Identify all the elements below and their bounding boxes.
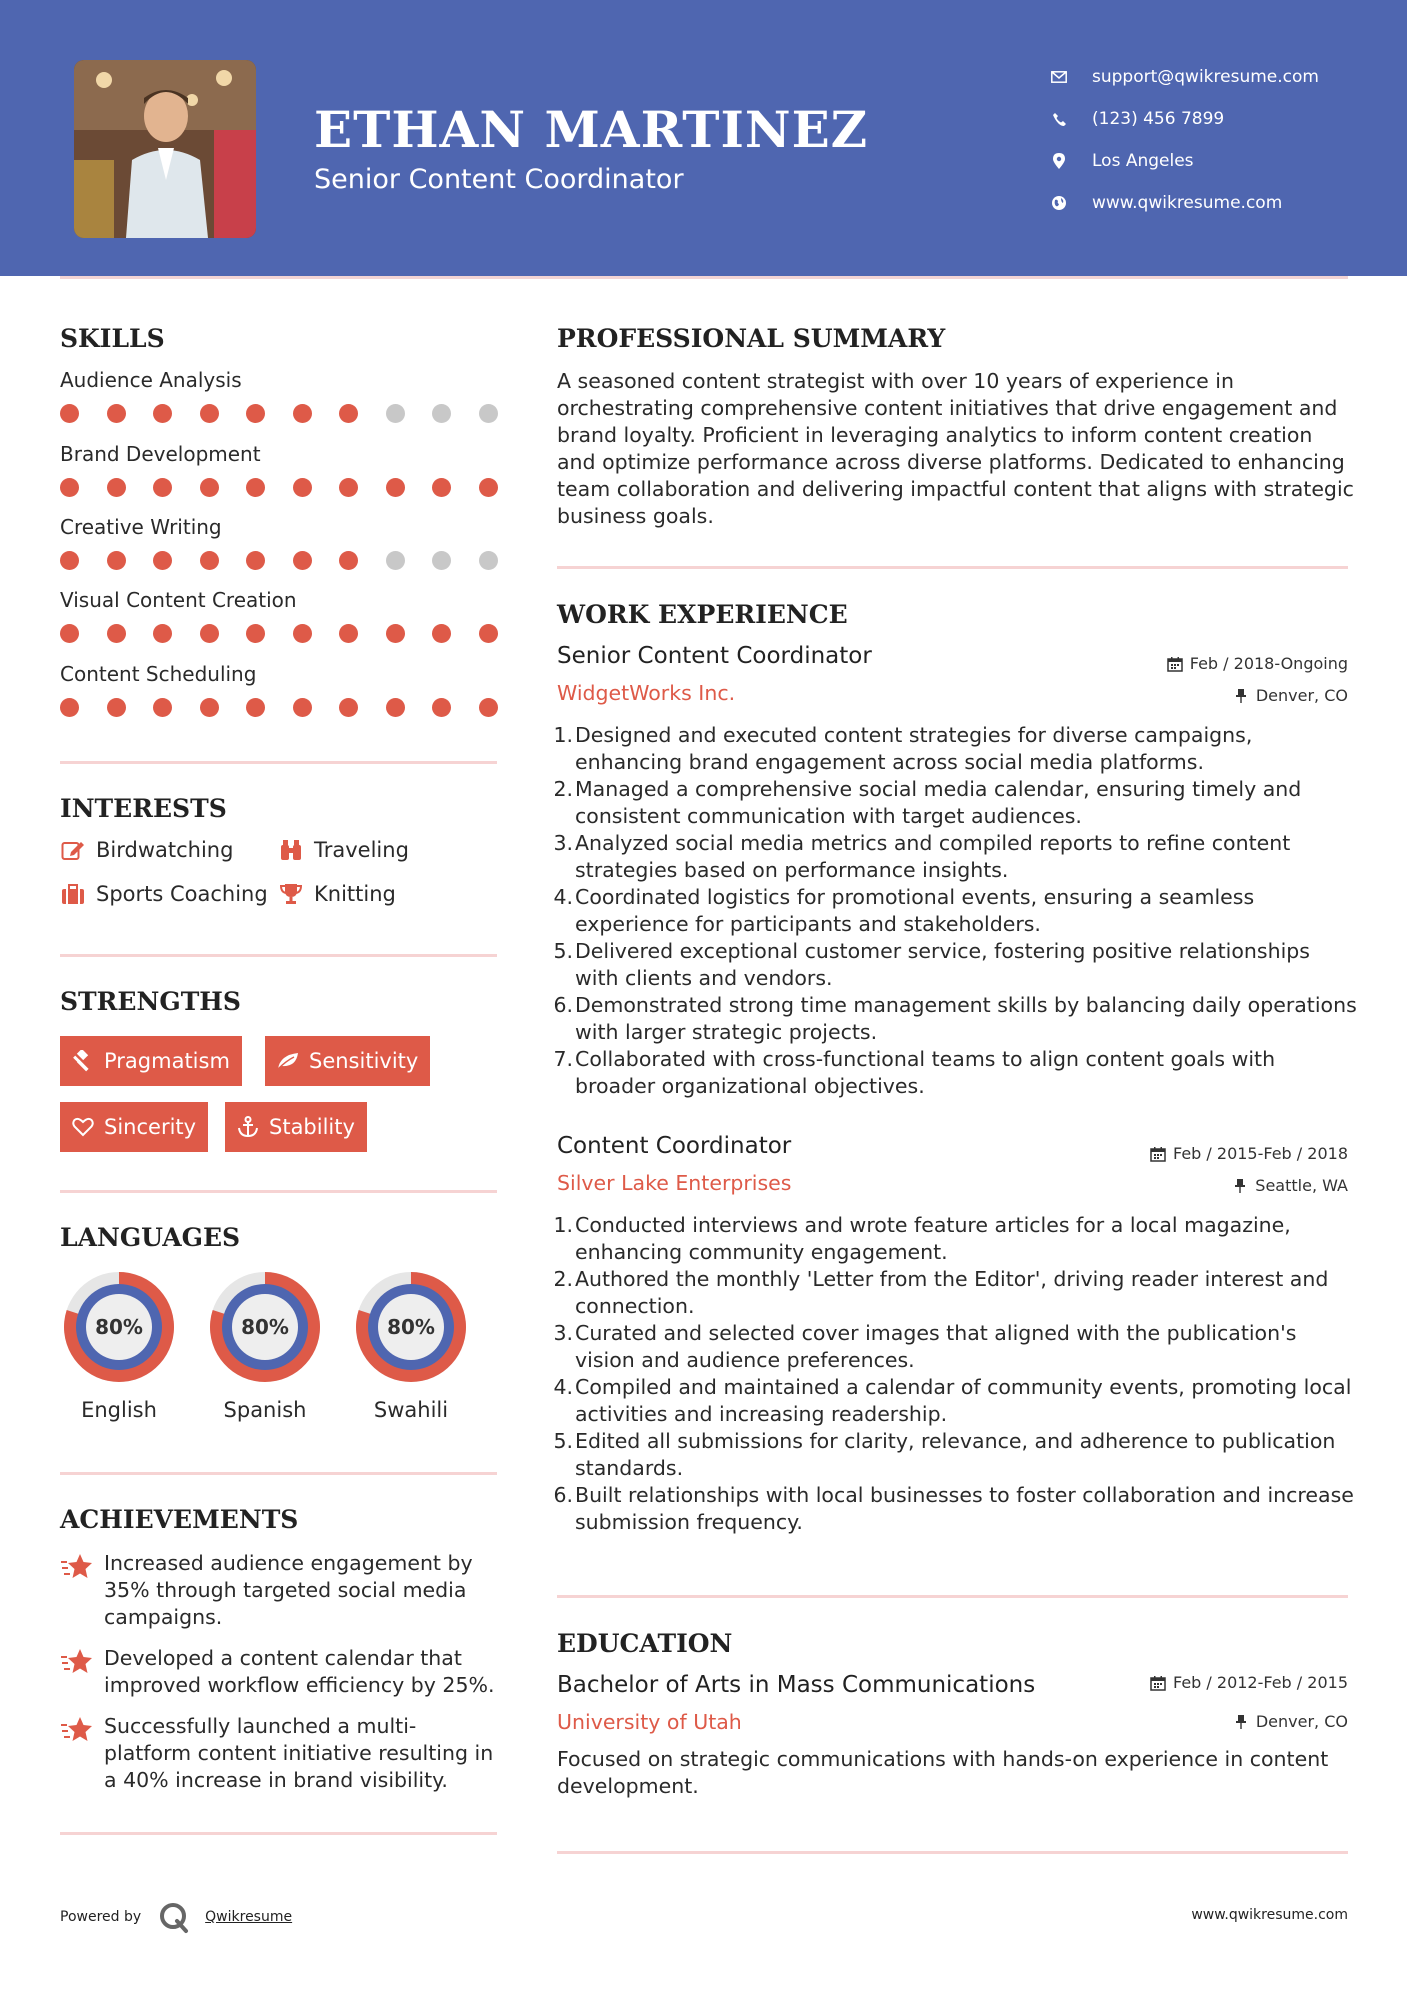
rating-dot-empty [432,551,451,570]
list-item: 5. Delivered exceptional customer service, fostering positive relationships with clients and vendors. [553,939,1310,990]
education-heading: EDUCATION [557,1629,733,1658]
binoculars-icon [278,838,304,862]
candidate-title: Senior Content Coordinator [314,164,684,195]
strength-label: Pragmatism [104,1049,230,1073]
job-dates-text: Feb / 2015-Feb / 2018 [1173,1144,1348,1163]
achievement-text: Increased audience engagement by 35% through targeted social media campaigns. [104,1551,473,1629]
gauge-percent-label: 80% [95,1315,143,1339]
rating-dot-filled [200,551,219,570]
strength-label: Sincerity [104,1115,197,1139]
trophy-icon [278,882,304,906]
job-bullets [553,1212,1357,1536]
rating-dot-filled [432,478,451,497]
pin-icon [1232,687,1250,705]
education-location [1232,1712,1348,1731]
resume-header [0,0,1407,276]
heart-icon [70,1115,96,1139]
section-divider [557,1851,1348,1854]
rating-dot-filled [293,551,312,570]
skill-name: Brand Development [60,442,261,466]
list-item: 1. Conducted interviews and wrote feature articles for a local magazine, enhancing community engagement. [553,1213,1291,1264]
job-title: Content Coordinator [557,1133,792,1159]
strength-badge [60,1036,242,1086]
rating-dot-filled [153,551,172,570]
contact-phone[interactable] [1050,98,1319,140]
language-name: Spanish [223,1398,307,1422]
profile-photo [74,60,256,238]
language-gauge [350,1266,472,1388]
section-divider [557,566,1348,569]
interest-label: Sports Coaching [96,882,268,906]
rating-dot-filled [386,698,405,717]
job-dates-text: Feb / 2018-Ongoing [1189,654,1348,673]
rating-dot-empty [386,551,405,570]
contact-email[interactable] [1050,56,1319,98]
interest-item [60,838,233,862]
rating-dot-filled [479,624,498,643]
section-divider [60,1190,497,1193]
skill-rating [60,404,500,424]
candidate-name: ETHAN MARTINEZ [314,100,869,159]
strength-label: Stability [269,1115,355,1139]
list-item: 6. Built relationships with local businesses to foster collaboration and increase submission frequency. [553,1483,1354,1534]
strength-badge [225,1102,367,1152]
list-item: 2. Authored the monthly 'Letter from the Editor', driving reader interest and connection. [553,1267,1329,1318]
contact-location-text: Los Angeles [1092,151,1194,171]
job-location [1231,1176,1348,1195]
list-item: 6. Demonstrated strong time management skills by balancing daily operations with larger strategic projects. [553,993,1357,1044]
section-divider [557,1595,1348,1598]
achievement-item [60,1550,500,1631]
rating-dot-empty [479,404,498,423]
section-divider [60,761,497,764]
rating-dot-filled [60,698,79,717]
pin-icon [1232,1713,1250,1731]
rating-dot-filled [339,624,358,643]
education-description: Focused on strategic communications with hands-on experience in content development. [557,1747,1329,1798]
language-gauge [58,1266,180,1388]
skill-rating [60,478,500,498]
envelope-icon [1050,68,1068,86]
rating-dot-filled [107,404,126,423]
interests-heading: INTERESTS [60,794,227,823]
pin-icon [1231,1177,1249,1195]
language-item [204,1266,326,1422]
rating-dot-filled [153,624,172,643]
company-name: Silver Lake Enterprises [557,1171,792,1195]
star-icon [60,1715,94,1745]
experience-heading: WORK EXPERIENCE [557,600,848,629]
section-divider [60,1472,497,1475]
list-item: 3. Analyzed social media metrics and compiled reports to refine content strategies based on performance insights. [553,831,1291,882]
contact-website-text: www.qwikresume.com [1092,193,1283,213]
degree-title: Bachelor of Arts in Mass Communications [557,1672,1036,1698]
job-bullets [553,722,1357,1100]
education-dates-text: Feb / 2012-Feb / 2015 [1173,1673,1348,1692]
rating-dot-filled [386,478,405,497]
rating-dot-filled [200,624,219,643]
section-divider [60,954,497,957]
contact-phone-text: (123) 456 7899 [1092,109,1225,129]
map-marker-icon [1050,152,1068,170]
briefcase-icon [60,882,86,906]
gavel-icon [70,1049,96,1073]
rating-dot-filled [386,624,405,643]
list-item: 7. Collaborated with cross-functional teams to align content goals with broader organizational objectives. [553,1047,1276,1098]
interest-label: Birdwatching [96,838,234,862]
rating-dot-filled [200,404,219,423]
rating-dot-filled [60,404,79,423]
rating-dot-filled [339,551,358,570]
rating-dot-filled [60,551,79,570]
rating-dot-filled [153,478,172,497]
rating-dot-empty [479,551,498,570]
list-item: 2. Managed a comprehensive social media calendar, ensuring timely and consistent communication with target audiences. [553,777,1302,828]
rating-dot-filled [432,624,451,643]
rating-dot-filled [107,624,126,643]
contact-list [1050,56,1319,224]
interest-item [278,882,396,906]
pencil-square-icon [60,838,86,862]
strength-badge [265,1036,430,1086]
company-name: WidgetWorks Inc. [557,681,736,705]
calendar-icon [1149,1145,1167,1163]
star-icon [60,1647,94,1677]
calendar-icon [1166,655,1184,673]
language-gauge [204,1266,326,1388]
list-item: 4. Coordinated logistics for promotional events, ensuring a seamless experience for participants and stakeholders. [553,885,1255,936]
star-icon [60,1552,94,1582]
rating-dot-filled [293,698,312,717]
rating-dot-filled [60,478,79,497]
achievements-heading: ACHIEVEMENTS [60,1505,299,1534]
footer-url[interactable]: www.qwikresume.com [1191,1907,1348,1923]
strength-label: Sensitivity [309,1049,419,1073]
header-divider [60,276,1348,279]
interest-item [60,882,268,906]
interest-label: Knitting [314,882,396,906]
skill-name: Content Scheduling [60,662,257,686]
job-dates [1166,654,1348,673]
calendar-icon [1149,1674,1167,1692]
gauge-percent-label: 80% [241,1315,289,1339]
gauge-percent-label: 80% [387,1315,435,1339]
strengths-heading: STRENGTHS [60,987,241,1016]
achievement-item [60,1645,500,1699]
language-item [350,1266,472,1422]
rating-dot-filled [246,404,265,423]
rating-dot-filled [293,404,312,423]
job-location-text: Denver, CO [1255,686,1348,705]
qwikresume-link[interactable]: Qwikresume [205,1909,293,1925]
school-name: University of Utah [557,1710,742,1734]
contact-location [1050,140,1319,182]
rating-dot-filled [246,551,265,570]
skill-name: Creative Writing [60,515,222,539]
language-item [58,1266,180,1422]
rating-dot-filled [293,478,312,497]
footer-powered-by [60,1900,292,1934]
skill-rating [60,551,500,571]
skill-name: Audience Analysis [60,368,242,392]
rating-dot-filled [153,698,172,717]
language-name: Swahili [373,1398,449,1422]
phone-icon [1050,110,1068,128]
languages-heading: LANGUAGES [60,1223,241,1252]
summary-text: A seasoned content strategist with over 10 years of experience in orchestrating comprehensive content initiatives that drive engagement and brand loyalty. Proficient in leveraging analytics to inform content creation and optimize performance across diverse platforms. Dedicated to enhancing team collaboration and delivering impactful content that aligns with strategic business goals. [557,369,1354,528]
rating-dot-filled [107,698,126,717]
contact-email-text: support@qwikresume.com [1092,67,1319,87]
list-item: 3. Curated and selected cover images that aligned with the publication's vision and audience preferences. [553,1321,1297,1372]
qwikresume-logo-icon [157,1900,191,1934]
language-name: English [81,1398,157,1422]
rating-dot-filled [293,624,312,643]
rating-dot-filled [339,404,358,423]
job-location-text: Seattle, WA [1255,1176,1348,1195]
anchor-icon [235,1115,261,1139]
list-item: 1. Designed and executed content strategies for diverse campaigns, enhancing brand engagement across social media platforms. [553,723,1253,774]
rating-dot-filled [339,478,358,497]
job-title: Senior Content Coordinator [557,643,872,669]
list-item: 5. Edited all submissions for clarity, relevance, and adherence to publication standards. [553,1429,1336,1480]
rating-dot-filled [246,698,265,717]
summary-heading: PROFESSIONAL SUMMARY [557,324,946,353]
powered-by-label: Powered by [60,1909,142,1925]
rating-dot-filled [107,551,126,570]
achievement-text: Successfully launched a multi-platform content initiative resulting in a 40% increase in brand visibility. [104,1714,494,1792]
rating-dot-filled [432,698,451,717]
globe-icon [1050,194,1068,212]
rating-dot-filled [153,404,172,423]
education-dates [1149,1673,1348,1692]
rating-dot-filled [200,478,219,497]
job-dates [1149,1144,1348,1163]
education-location-text: Denver, CO [1255,1712,1348,1731]
strength-badge [60,1102,208,1152]
rating-dot-empty [432,404,451,423]
rating-dot-filled [339,698,358,717]
job-location [1232,686,1348,705]
achievement-item [60,1713,500,1794]
skill-rating [60,698,500,718]
rating-dot-empty [386,404,405,423]
contact-website[interactable] [1050,182,1319,224]
list-item: 4. Compiled and maintained a calendar of community events, promoting local activities and increasing readership. [553,1375,1352,1426]
skill-rating [60,624,500,644]
rating-dot-filled [479,478,498,497]
skills-heading: SKILLS [60,324,165,353]
interest-item [278,838,409,862]
leaf-icon [275,1049,301,1073]
section-divider [60,1832,497,1835]
rating-dot-filled [60,624,79,643]
rating-dot-filled [479,698,498,717]
rating-dot-filled [246,624,265,643]
achievement-text: Developed a content calendar that improved workflow efficiency by 25%. [104,1646,495,1697]
rating-dot-filled [246,478,265,497]
interest-label: Traveling [314,838,409,862]
rating-dot-filled [200,698,219,717]
skill-name: Visual Content Creation [60,588,297,612]
rating-dot-filled [107,478,126,497]
